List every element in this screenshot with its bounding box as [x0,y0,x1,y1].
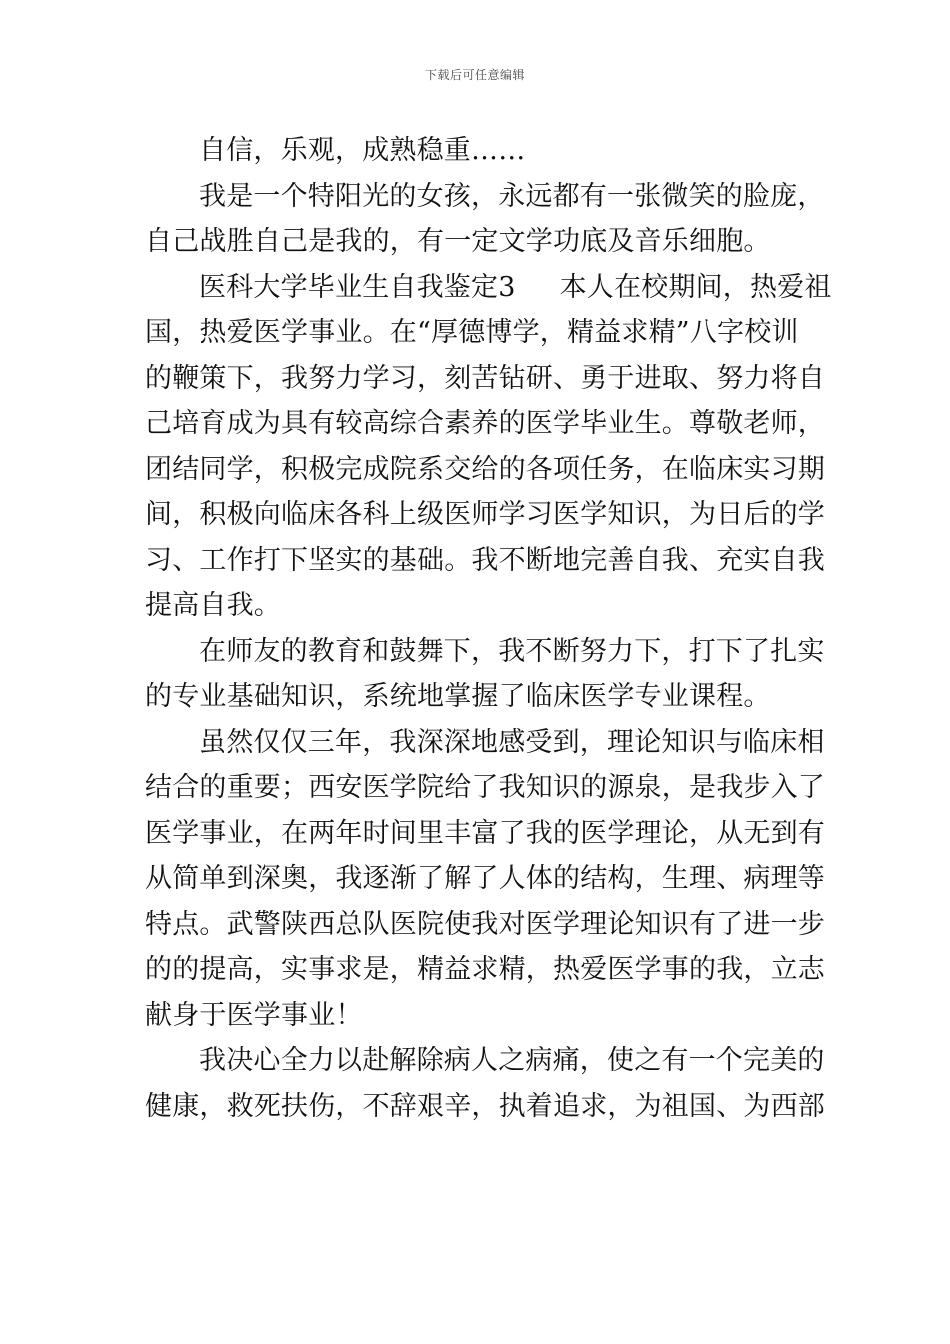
document-body [145,128,832,1129]
text-line: 团结同学，积极完成院系交给的各项任务，在临床实习期 [145,453,825,485]
text-line: 提高自我。 [145,590,281,621]
text-line: 自信，乐观，成熟稳重…… [199,135,526,166]
text-line: 我是一个特阳光的女孩，永远都有一张微笑的脸庞， [199,180,825,212]
text-segment: 本人在校期间，热爱祖 [559,271,832,303]
text-line: 医学事业，在两年时间里丰富了我的医学理论，从无到有 [145,817,825,849]
text-line: 间，积极向临床各科上级医师学习医学知识，为日后的学 [145,499,825,530]
text-line: 自己战胜自己是我的，有一定文学功底及音乐细胞。 [145,226,771,257]
text-line: 的的提高，实事求是，精益求精，热爱医学事的我，立志 [145,954,825,985]
text-line: 虽然仅仅三年，我深深地感受到，理论知识与临床相 [199,726,825,758]
text-line: 习、工作打下坚实的基础。我不断地完善自我、充实自我 [145,544,825,576]
text-line: 己培育成为具有较高综合素养的医学毕业生。尊敬老师， [145,408,825,439]
text-line: 的专业基础知识，系统地掌握了临床医学专业课程。 [145,681,771,712]
text-line: 结合的重要；西安医学院给了我知识的源泉，是我步入了 [145,772,825,803]
text-line: 特点。武警陕西总队医院使我对医学理论知识有了进一步 [145,908,825,940]
text-line: 健康，救死扶伤，不辞艰辛，执着追求，为祖国、为西部 [145,1090,825,1122]
text-line: 献身于医学事业！ [145,999,363,1031]
text-line: 我决心全力以赴解除病人之病痛，使之有一个完美的 [199,1045,825,1076]
page-header: 下载后可任意编辑 [424,68,525,82]
text-line: 的鞭策下，我努力学习，刻苦钻研、勇于进取、努力将自 [145,362,825,394]
text-line: 国，热爱医学事业。在“厚德博学，精益求精”八字校训 [145,317,799,348]
text-line [145,265,832,311]
section-heading: 医科大学毕业生自我鉴定3 [199,271,516,303]
text-line: 从简单到深奥，我逐渐了解了人体的结构，生理、病理等 [145,863,825,894]
text-line: 在师友的教育和鼓舞下，我不断努力下，打下了扎实 [199,635,825,667]
